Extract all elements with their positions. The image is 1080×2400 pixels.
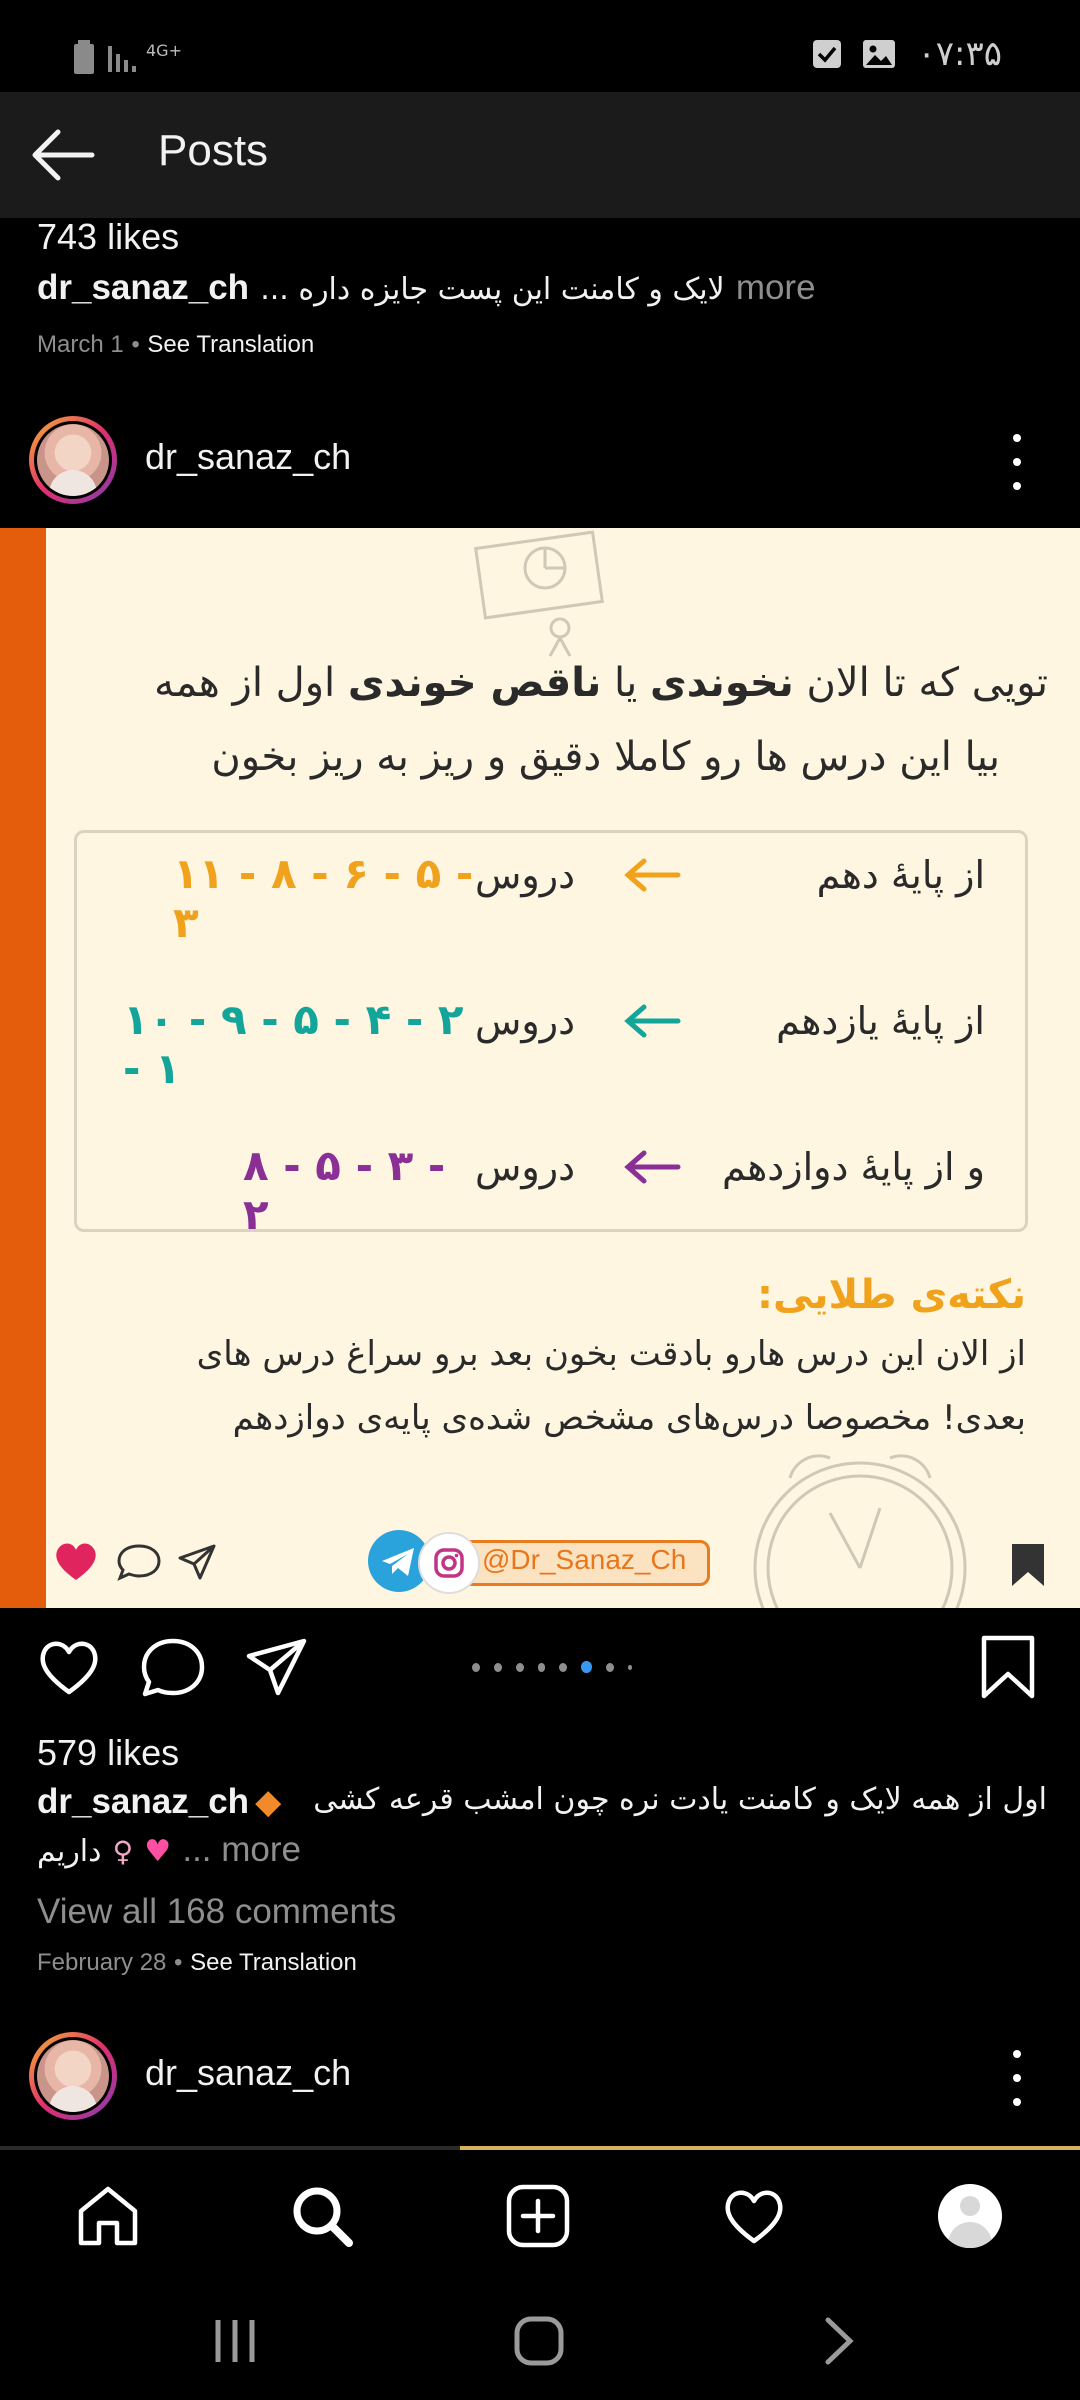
arrow-left-icon: [28, 124, 98, 186]
check-icon: [813, 40, 841, 68]
intro-bold-2: ناقص خوندی: [347, 660, 602, 706]
image-icon: [863, 40, 895, 68]
tip-line-2: بعدی! مخصوصا درس‌های مشخص شده‌ی پایه‌ی دوازدهم: [232, 1398, 1026, 1438]
intro-line-2: بیا این درس ها رو کاملا دقیق و ریز به ریز بخون: [211, 734, 1000, 780]
row-lessons-word: دروس: [475, 853, 576, 897]
caption-username[interactable]: dr_sanaz_ch: [37, 268, 250, 307]
caption-text: لایک و کامنت این پست جایزه داره ...: [260, 272, 725, 307]
see-translation-link[interactable]: See Translation: [147, 331, 315, 358]
nav-activity[interactable]: [714, 2176, 794, 2256]
lesson-row-11: [77, 993, 1025, 1093]
arrow-left-icon: [622, 855, 682, 895]
profile-icon: [938, 2184, 1002, 2248]
diamond-icon: ◆: [255, 1782, 282, 1822]
top-app-bar: [0, 92, 1080, 218]
tip-title: نکته‌ی طلایی:: [757, 1272, 1026, 1318]
arrow-left-icon: [622, 1147, 682, 1187]
carousel-dot: [494, 1663, 502, 1672]
nav-profile[interactable]: [930, 2176, 1010, 2256]
save-button[interactable]: [980, 1634, 1036, 1700]
post-image[interactable]: [0, 528, 1080, 1608]
prev-post-meta: [37, 330, 314, 359]
more-link[interactable]: more: [221, 1830, 301, 1869]
carousel-dot: [516, 1663, 524, 1672]
battery-icon: [74, 40, 94, 74]
lesson-row-10: [77, 847, 1025, 947]
row-label: از پایهٔ دهم: [816, 853, 985, 897]
bottom-navigation: [0, 2146, 1080, 2280]
tip-line-1: از الان این درس هارو بادقت بخون بعد برو سراغ درس های: [196, 1334, 1026, 1374]
intro-bold-1: نخوندی: [650, 660, 794, 706]
share-button[interactable]: [244, 1636, 310, 1698]
comment-icon: [140, 1636, 206, 1698]
back-nav-icon[interactable]: [822, 2316, 856, 2366]
see-translation-link[interactable]: See Translation: [190, 1949, 357, 1976]
nav-create[interactable]: [498, 2176, 578, 2256]
more-options-button[interactable]: [997, 2050, 1037, 2106]
carousel-dot: [559, 1663, 567, 1672]
carousel-dot: [606, 1663, 614, 1672]
sparkling-heart-icon: ♥: [144, 1834, 172, 1869]
recents-icon[interactable]: [210, 2318, 260, 2364]
accent-strip: [0, 528, 46, 1608]
post-date: February 28: [37, 1949, 167, 1976]
intro-text-2: یا: [601, 660, 651, 706]
prev-post-likes[interactable]: 743 likes: [37, 216, 180, 257]
carousel-dot: [628, 1665, 632, 1670]
row-numbers: ۱۱ - ۸ - ۶ - ۵ - ۳: [173, 849, 474, 947]
intro-line-1: [154, 660, 1048, 706]
lesson-row-12: [77, 1139, 1025, 1239]
alarm-clock-icon: [730, 1438, 990, 1608]
share-icon: [176, 1542, 218, 1582]
presentation-board-icon: [470, 528, 620, 658]
heart-icon: [721, 2185, 787, 2247]
carousel-indicator: [472, 1660, 632, 1674]
more-options-button[interactable]: [997, 434, 1037, 490]
comment-icon: [116, 1542, 162, 1582]
nav-search[interactable]: [282, 2176, 362, 2256]
intro-text-3: اول از همه: [154, 660, 348, 706]
like-button[interactable]: [36, 1636, 102, 1698]
handle-text: @Dr_Sanaz_Ch: [482, 1544, 687, 1575]
dot-separator: •: [174, 1949, 183, 1976]
social-handle-badge: [368, 1530, 708, 1592]
status-bar: [0, 0, 1080, 92]
view-comments-link[interactable]: View all 168 comments: [37, 1892, 397, 1931]
dot-separator: •: [131, 331, 140, 358]
intro-text: تویی که تا الان: [793, 660, 1048, 706]
comment-button[interactable]: [140, 1636, 206, 1698]
post-meta: [37, 1948, 357, 1977]
post-username[interactable]: dr_sanaz_ch: [145, 2052, 352, 2093]
row-numbers: ۱۰ - ۹ - ۵ - ۴ - ۲ - ۱: [123, 995, 464, 1093]
page-title: Posts: [158, 126, 269, 175]
caption-text-line2: داریم: [37, 1834, 102, 1869]
arrow-left-icon: [622, 1001, 682, 1041]
bookmark-filled-icon: [1010, 1542, 1046, 1588]
send-icon: [244, 1636, 310, 1698]
row-lessons-word: دروس: [475, 999, 576, 1043]
network-type: 4G+: [146, 40, 182, 60]
post-username[interactable]: dr_sanaz_ch: [145, 436, 352, 477]
home-icon: [75, 2183, 141, 2249]
nav-home[interactable]: [68, 2176, 148, 2256]
heart-icon: [36, 1636, 102, 1698]
prev-post-caption: [37, 268, 816, 308]
more-link[interactable]: more: [735, 268, 816, 307]
carousel-dot: [472, 1663, 480, 1672]
loading-bar: [460, 2146, 1080, 2150]
post-likes[interactable]: 579 likes: [37, 1732, 180, 1773]
clock: ۰۷:۳۵: [917, 34, 1002, 74]
post-caption: dr_sanaz_ch ◆ اول از همه لایک و کامنت یادت نره چون امشب قرعه کشی داریم ♀ ♥ ... more: [37, 1782, 1047, 1869]
lessons-box: [74, 830, 1028, 1239]
caption-username[interactable]: dr_sanaz_ch: [37, 1782, 250, 1821]
instagram-icon: [418, 1532, 480, 1594]
row-numbers: ۸ - ۵ - ۳ - ۲: [243, 1141, 446, 1239]
avatar[interactable]: [29, 2032, 117, 2120]
emoji-person-icon: ♀: [112, 1835, 134, 1868]
carousel-dot: [538, 1663, 546, 1672]
carousel-dot-active: [581, 1661, 591, 1673]
back-button[interactable]: [28, 124, 98, 186]
post-date: March 1: [37, 331, 124, 358]
caption-text: اول از همه لایک و کامنت یادت نره چون امشب قرعه کشی: [313, 1782, 1047, 1817]
home-button-icon[interactable]: [514, 2316, 564, 2366]
row-label: از پایهٔ یازدهم: [776, 999, 985, 1043]
search-icon: [289, 2183, 355, 2249]
row-label: و از پایهٔ دوازدهم: [721, 1145, 985, 1189]
avatar[interactable]: [29, 416, 117, 504]
signal-icon: [108, 42, 140, 72]
heart-filled-icon: [52, 1540, 100, 1582]
system-navigation-bar: [0, 2276, 1080, 2400]
bookmark-icon: [980, 1634, 1036, 1700]
add-icon: [505, 2183, 571, 2249]
row-lessons-word: دروس: [475, 1145, 576, 1189]
